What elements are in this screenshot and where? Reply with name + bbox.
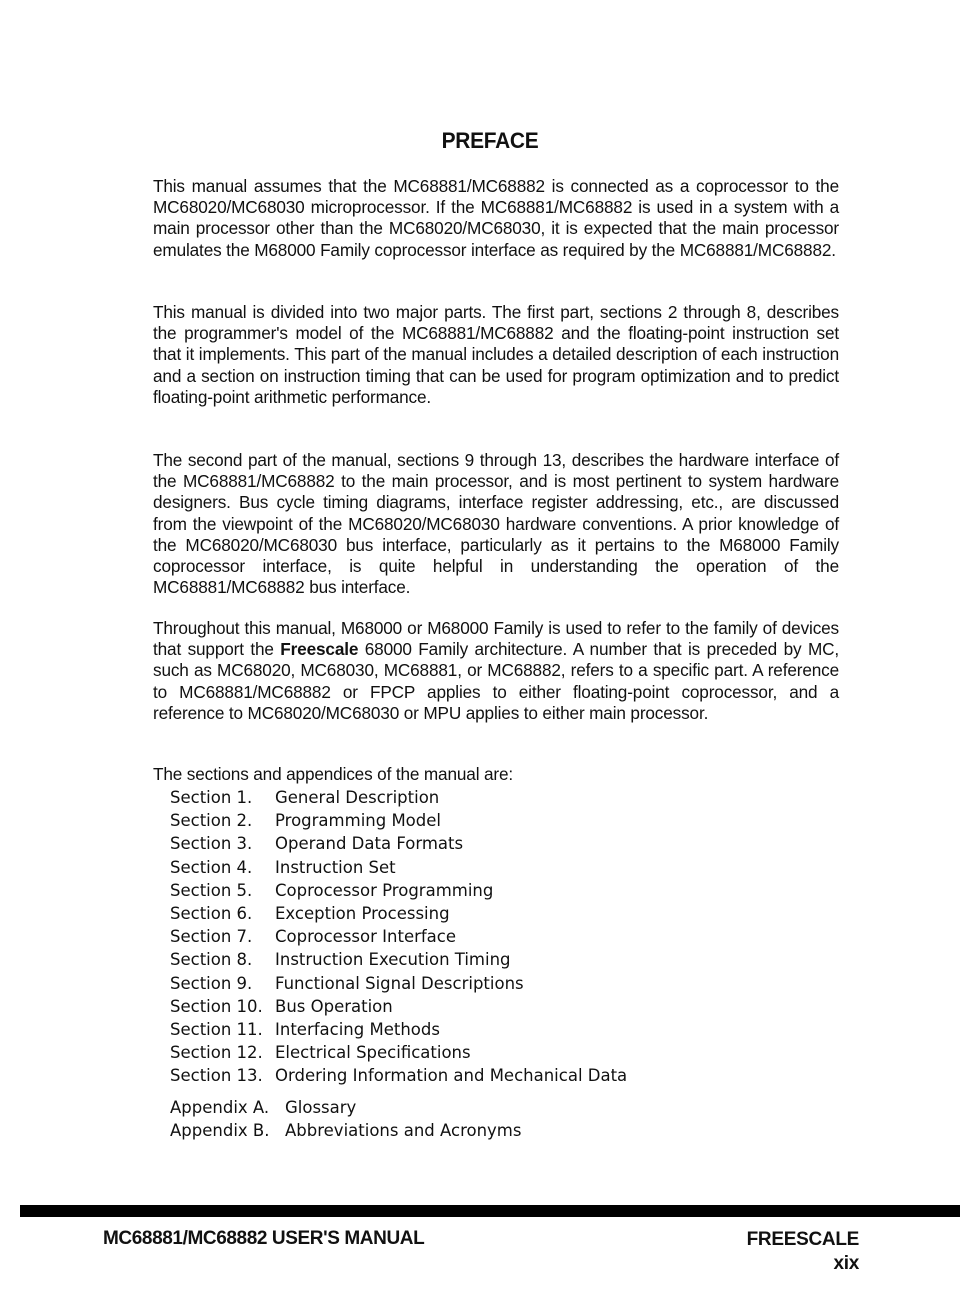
page-number: xix	[833, 1253, 859, 1274]
section-item	[170, 809, 627, 832]
section-label: Section 13.	[170, 1066, 263, 1086]
section-item	[170, 786, 627, 809]
section-name: Coprocessor Programming	[275, 880, 494, 900]
section-name: Instruction Set	[275, 857, 396, 877]
section-name: Instruction Execution Timing	[275, 950, 511, 970]
paragraph-second-part: The second part of the manual, sections 9 through 13, describes the hardware interface of the MC68881/MC68882 to the main processor, and is most pertinent to system hardware designers. Bus cycle timing diagrams, interface register addressing, etc., are discussed from the viewpoint of the MC68020/MC68030 hardware conventions. A prior knowledge of the MC68020/MC68030 bus interface, particularly as it pertains to the M68000 Family coprocessor interface, is quite helpful in understanding the operation of the MC68881/MC68882 bus interface.	[153, 450, 839, 598]
section-name: General Description	[275, 788, 440, 807]
section-name: Electrical Specifications	[275, 1043, 471, 1063]
section-name: Interfacing Methods	[275, 1020, 440, 1040]
section-item	[170, 879, 627, 902]
section-label: Section 8.	[170, 950, 253, 970]
paragraph-terminology	[153, 618, 839, 724]
appendix-label: Appendix B.	[170, 1121, 270, 1141]
section-name: Bus Operation	[275, 996, 393, 1016]
section-name: Functional Signal Descriptions	[275, 973, 524, 993]
section-item	[170, 995, 627, 1018]
footer-manual-title: MC68881/MC68882 USER'S MANUAL	[103, 1228, 425, 1249]
appendix-item	[170, 1096, 521, 1119]
sections-list	[170, 786, 627, 1088]
appendix-item	[170, 1119, 521, 1142]
section-label: Section 10.	[170, 996, 263, 1016]
section-name: Exception Processing	[275, 904, 450, 924]
section-item	[170, 832, 627, 855]
section-item	[170, 1041, 627, 1064]
section-label: Section 6.	[170, 904, 253, 924]
footer-brand: FREESCALE	[746, 1229, 859, 1250]
section-item	[170, 902, 627, 925]
appendix-label: Appendix A.	[170, 1098, 270, 1117]
sections-intro: The sections and appendices of the manual are:	[153, 764, 514, 784]
section-label: Section 7.	[170, 927, 253, 947]
section-item	[170, 925, 627, 948]
appendices-list	[170, 1096, 521, 1142]
section-label: Section 3.	[170, 834, 253, 854]
appendix-name: Glossary	[285, 1098, 357, 1117]
terminology-text-start: Throughout this manual, M68000 or M68000 Family is used to refer to the family of devices that support the	[153, 618, 839, 660]
section-label: Section 12.	[170, 1043, 263, 1063]
section-item	[170, 1064, 627, 1087]
terminology-text-end: 68000 Family architecture. A number that is preceded by MC, such as MC68020, MC68030, MC68881, or MC68882, refers to a specific part. A reference to MC68881/MC68882 or FPCP applies to either floating-point coprocessor, and a reference to MC68020/MC68030 or MPU applies to either main processor.	[153, 639, 839, 723]
footer-divider	[20, 1205, 960, 1217]
footer-right-block	[747, 1228, 859, 1276]
section-item	[170, 1018, 627, 1041]
page-title: PREFACE	[441, 128, 539, 153]
section-label: Section 1.	[170, 788, 253, 807]
section-label: Section 2.	[170, 811, 253, 831]
section-item	[170, 856, 627, 879]
section-name: Coprocessor Interface	[275, 927, 457, 947]
section-name: Operand Data Formats	[275, 834, 464, 854]
section-item	[170, 972, 627, 995]
paragraph-first-part: This manual is divided into two major parts. The first part, sections 2 through 8, describes the programmer's model of the MC68881/MC68882 and the floating-point instruction set that it implements. This part of the manual includes a detailed description of each instruction and a section on instruction timing that can be used for program optimization and to predict floating-point arithmetic performance.	[153, 302, 839, 407]
section-label: Section 4.	[170, 857, 253, 877]
section-label: Section 11.	[170, 1020, 263, 1040]
section-label: Section 5.	[170, 880, 253, 900]
section-name: Programming Model	[275, 811, 441, 831]
appendix-name: Abbreviations and Acronyms	[285, 1121, 522, 1141]
section-label: Section 9.	[170, 973, 253, 993]
section-item	[170, 948, 627, 971]
section-name: Ordering Information and Mechanical Data	[275, 1066, 628, 1086]
paragraph-coprocessor-assumption: This manual assumes that the MC68881/MC68882 is connected as a coprocessor to the MC68020/MC68030 microprocessor. If the MC68881/MC68882 is used in a system with a main processor other than the MC68020/MC68030, it is expected that the main processor emulates the M68000 Family coprocessor interface as required by the MC68881/MC68882.	[153, 176, 839, 260]
brand-name-inline: Freescale	[280, 639, 359, 660]
